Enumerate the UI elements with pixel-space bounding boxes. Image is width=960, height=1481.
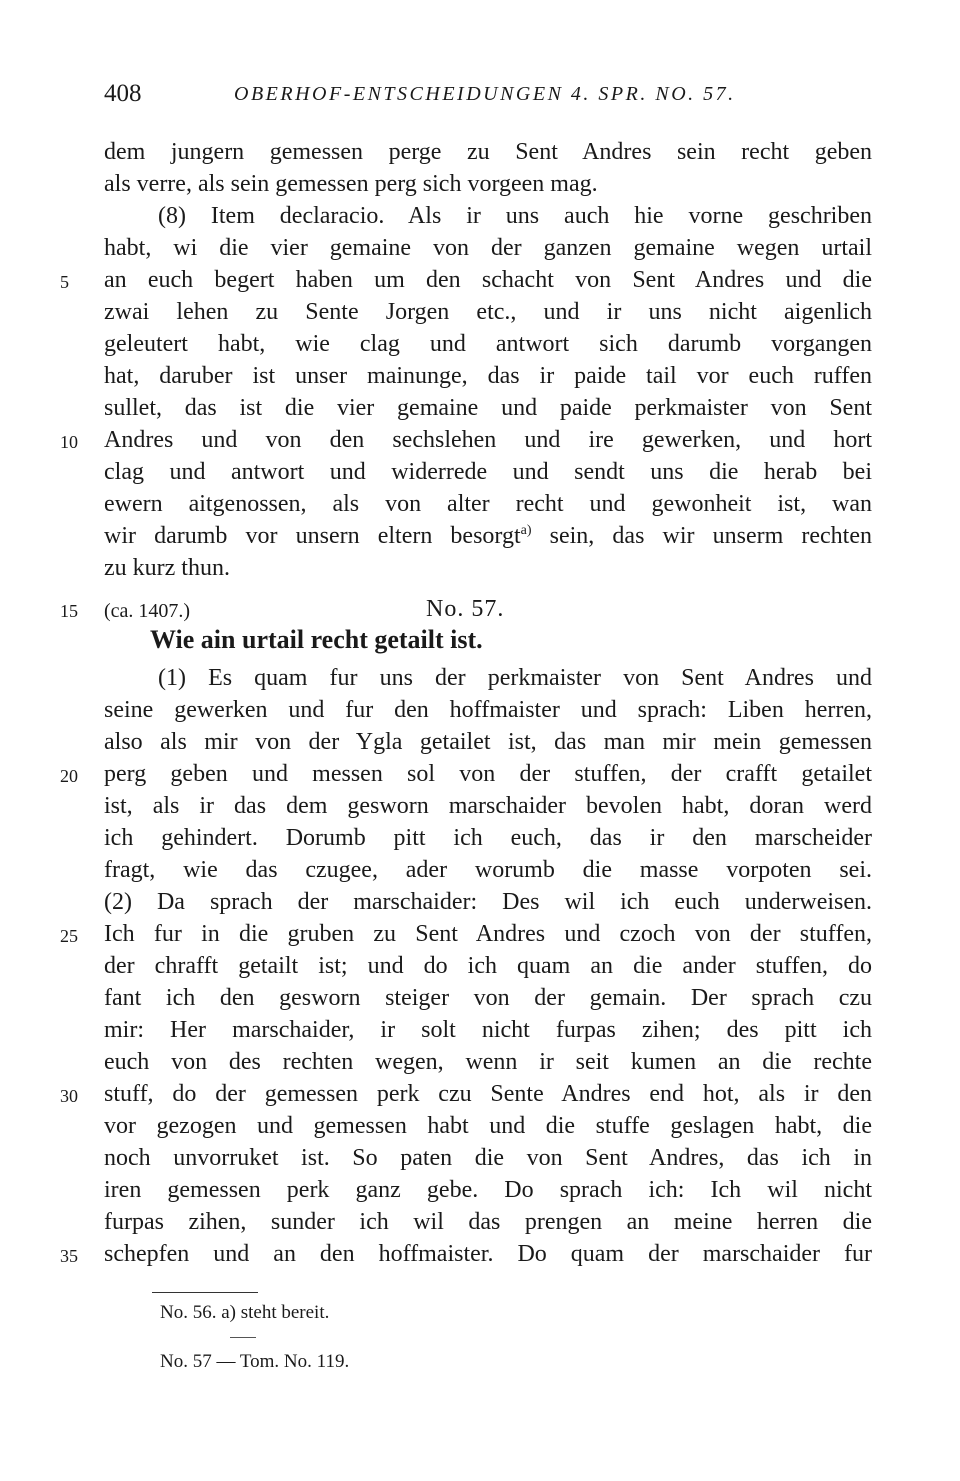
text-line: euch von des rechten wegen, wenn ir seit kumen an die rechte <box>104 1049 872 1075</box>
text-line: also als mir von der Ygla getailet ist, das man mir mein gemessen <box>104 729 872 755</box>
text-line-with-footnote <box>104 521 872 551</box>
text-line: an euch begert haben um den schacht von Sent Andres und die <box>104 267 872 293</box>
line-number: 15 <box>60 601 78 621</box>
footnote: No. 56. a) steht bereit. <box>160 1302 330 1323</box>
text-line: mir: Her marschaider, ir solt nicht furpas zihen; des pitt ich <box>104 1017 872 1043</box>
text-line: Ich fur in die gruben zu Sent Andres und czoch von der stuffen, <box>104 921 872 947</box>
footnote-divider <box>230 1337 256 1338</box>
text-line: habt, wi die vier gemaine von der ganzen gemaine wegen urtail <box>104 235 872 261</box>
text-line: iren gemessen perk ganz gebe. Do sprach ich: Ich wil nicht <box>104 1177 872 1203</box>
text-line: (1) Es quam fur uns der perkmaister von Sent Andres und <box>158 665 872 691</box>
text-line: vor gezogen und gemessen habt und die stuffe geslagen habt, die <box>104 1113 872 1139</box>
text-line: fant ich den gesworn steiger von der gemain. Der sprach czu <box>104 985 872 1011</box>
text-line: zwai lehen zu Sente Jorgen etc., und ir uns nicht aigenlich <box>104 299 872 325</box>
text-line: seine gewerken und fur den hoffmaister und sprach: Liben herren, <box>104 697 872 723</box>
text-line: als verre, als sein gemessen perg sich vorgeen mag. <box>104 171 598 197</box>
text-line: der chrafft getailt ist; und do ich quam an die ander stuffen, do <box>104 953 872 979</box>
running-header <box>104 80 864 110</box>
entry-number: No. 57. <box>426 596 505 622</box>
line-number: 5 <box>60 272 69 292</box>
text-line: hat, daruber ist unser mainunge, das ir paide tail vor euch ruffen <box>104 363 872 389</box>
text-line: Andres und von den sechslehen und ire gewerken, und hort <box>104 427 872 453</box>
text-line: schepfen und an den hoffmaister. Do quam der marschaider fur <box>104 1241 872 1267</box>
entry-title: Wie ain urtail recht getailt ist. <box>150 625 483 654</box>
line-number: 35 <box>60 1246 78 1266</box>
text-line: ich gehindert. Dorumb pitt ich euch, das ir den marscheider <box>104 825 872 851</box>
text-line: furpas zihen, sunder ich wil das prengen an meine herren die <box>104 1209 872 1235</box>
text-line: noch unvorruket ist. So paten die von Sent Andres, das ich in <box>104 1145 872 1171</box>
text-line: fragt, wie das czugee, ader worumb die masse vorpoten sei. <box>104 857 872 883</box>
text-line: ist, als ir das dem gesworn marschaider bevolen habt, doran werd <box>104 793 872 819</box>
text-fragment: sein, das wir unserm rechten <box>531 523 872 549</box>
footnote-divider <box>152 1292 258 1293</box>
text-line: dem jungern gemessen perge zu Sent Andres sein recht geben <box>104 139 872 165</box>
text-line: zu kurz thun. <box>104 555 230 581</box>
footnote-marker: a) <box>520 523 532 538</box>
line-number: 20 <box>60 766 78 786</box>
text-line: (2) Da sprach der marschaider: Des wil ich euch underweisen. <box>104 889 872 915</box>
text-fragment: wir darumb vor unsern eltern besorgt <box>104 523 521 549</box>
text-line: stuff, do der gemessen perk czu Sente Andres end hot, als ir den <box>104 1081 872 1107</box>
text-line: clag und antwort und widerrede und sendt uns die herab bei <box>104 459 872 485</box>
text-line: sullet, das ist die vier gemaine und paide perkmaister von Sent <box>104 395 872 421</box>
running-title: OBERHOF-ENTSCHEIDUNGEN 4. SPR. NO. 57. <box>234 83 736 105</box>
text-line: perg geben und messen sol von der stuffen, der crafft getailet <box>104 761 872 787</box>
line-number: 10 <box>60 432 78 452</box>
line-number: 30 <box>60 1086 78 1106</box>
text-line: ewern aitgenossen, als von alter recht und gewonheit ist, wan <box>104 491 872 517</box>
footnote: No. 57 — Tom. No. 119. <box>160 1351 350 1372</box>
line-number: 25 <box>60 926 78 946</box>
entry-date: (ca. 1407.) <box>104 600 191 622</box>
text-line: geleutert habt, wie clag und antwort sich darumb vorgangen <box>104 331 872 357</box>
text-line: (8) Item declaracio. Als ir uns auch hie vorne geschriben <box>158 203 872 229</box>
page-number: 408 <box>104 80 142 107</box>
